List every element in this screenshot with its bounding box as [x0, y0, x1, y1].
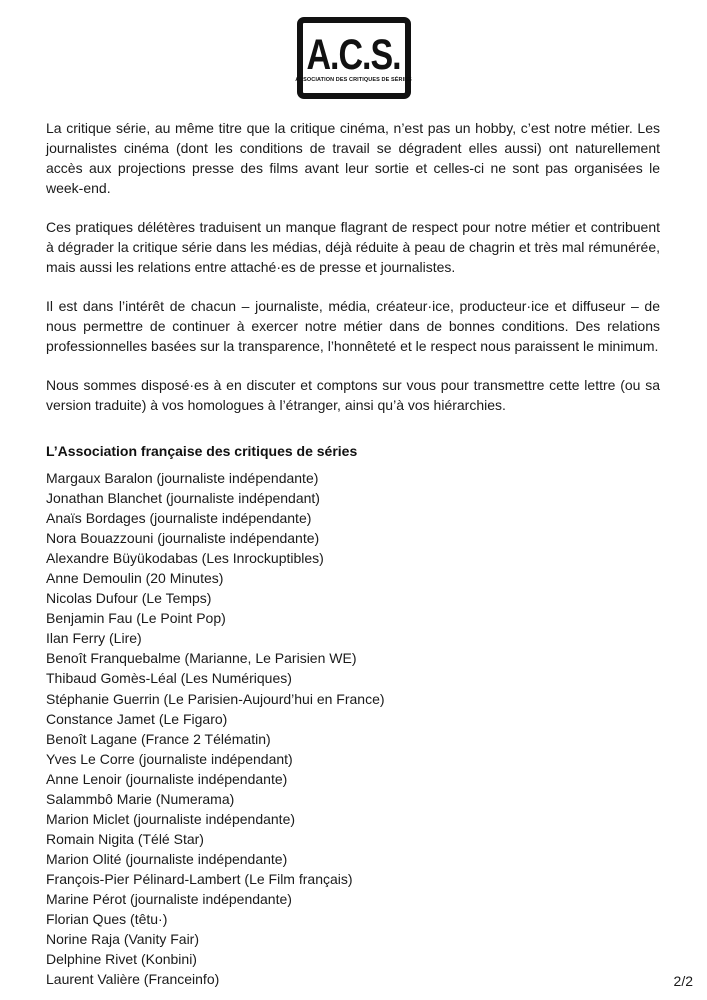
signatory: Constance Jamet (Le Figaro) [46, 710, 228, 727]
signatory: Yves Le Corre (journaliste indépendant) [46, 750, 293, 767]
signatory: Ilan Ferry (Lire) [46, 630, 142, 647]
signatory-list [46, 468, 660, 989]
paragraph-4: Nous sommes disposé·es à en discuter et comptons sur vous pour transmettre cette lettre (ou sa version traduite) à vos homologues à l’étranger, ainsi qu’à vos hiérarchies. [46, 377, 660, 413]
header [0, 17, 707, 99]
signatory: Marion Miclet (journaliste indépendante) [46, 810, 296, 827]
signatory: Benoît Franquebalme (Marianne, Le Parisien WE) [46, 650, 357, 667]
signatory: Romain Nigita (Télé Star) [46, 830, 204, 847]
paragraph-1: La critique série, au même titre que la critique cinéma, n’est pas un hobby, c’est notre métier. Les journalistes cinéma (dont les conditions de travail se dégradent elles aussi) ont naturellement accès aux projections presse des films avant leur sortie et celles-ci ne sont pas organisées le week-end. [46, 120, 660, 196]
signatory: Benjamin Fau (Le Point Pop) [46, 610, 226, 627]
signatory: Margaux Baralon (journaliste indépendante) [46, 470, 319, 486]
signatory: Delphine Rivet (Konbini) [46, 951, 197, 968]
paragraph-3: Il est dans l’intérêt de chacun – journaliste, média, créateur·ice, producteur·ice et diffuseur – de nous permettre de continuer à exercer notre métier dans de bonnes conditions. Des relations professionnelles basées sur la transparence, l’honnêteté et le respect nous paraissent le minimum. [46, 298, 660, 354]
signatory: Jonathan Blanchet (journaliste indépendant) [46, 490, 320, 507]
acs-logo [297, 17, 411, 99]
signatory: Marion Olité (journaliste indépendante) [46, 850, 288, 867]
page-number: 2/2 [673, 973, 693, 989]
signatory: Nicolas Dufour (Le Temps) [46, 590, 212, 607]
signatory: Marine Pérot (journaliste indépendante) [46, 890, 292, 907]
signatory: Anne Lenoir (journaliste indépendante) [46, 770, 288, 787]
signatory: Norine Raja (Vanity Fair) [46, 931, 200, 948]
signatory: Anne Demoulin (20 Minutes) [46, 570, 224, 587]
signatory: Salammbô Marie (Numerama) [46, 790, 235, 807]
signature-heading: L’Association française des critiques de séries [46, 443, 358, 459]
signatory: Alexandre Büyükodabas (Les Inrockuptibles) [46, 550, 324, 567]
signatory: Thibaud Gomès-Léal (Les Numériques) [46, 670, 292, 687]
signatory: Laurent Valière (Franceinfo) [46, 971, 220, 988]
letter-body [46, 118, 660, 989]
signatory: Stéphanie Guerrin (Le Parisien-Aujourd’hui en France) [46, 690, 385, 707]
signatory: Florian Ques (têtu·) [46, 911, 168, 928]
signatory: François-Pier Pélinard-Lambert (Le Film français) [46, 870, 353, 887]
logo-subtitle: ASSOCIATION DES CRITIQUES DE SÉRIES [295, 77, 412, 83]
logo-title: A.C.S. [306, 31, 401, 79]
signatory: Anaïs Bordages (journaliste indépendante) [46, 510, 312, 527]
signatory: Benoît Lagane (France 2 Télématin) [46, 730, 271, 747]
paragraph-2: Ces pratiques délétères traduisent un manque flagrant de respect pour notre métier et contribuent à dégrader la critique série dans les médias, déjà réduite à peau de chagrin et très mal rémunérée, mais aussi les relations entre attaché·es de presse et journalistes. [46, 219, 660, 275]
signatory: Nora Bouazzouni (journaliste indépendante) [46, 530, 320, 547]
